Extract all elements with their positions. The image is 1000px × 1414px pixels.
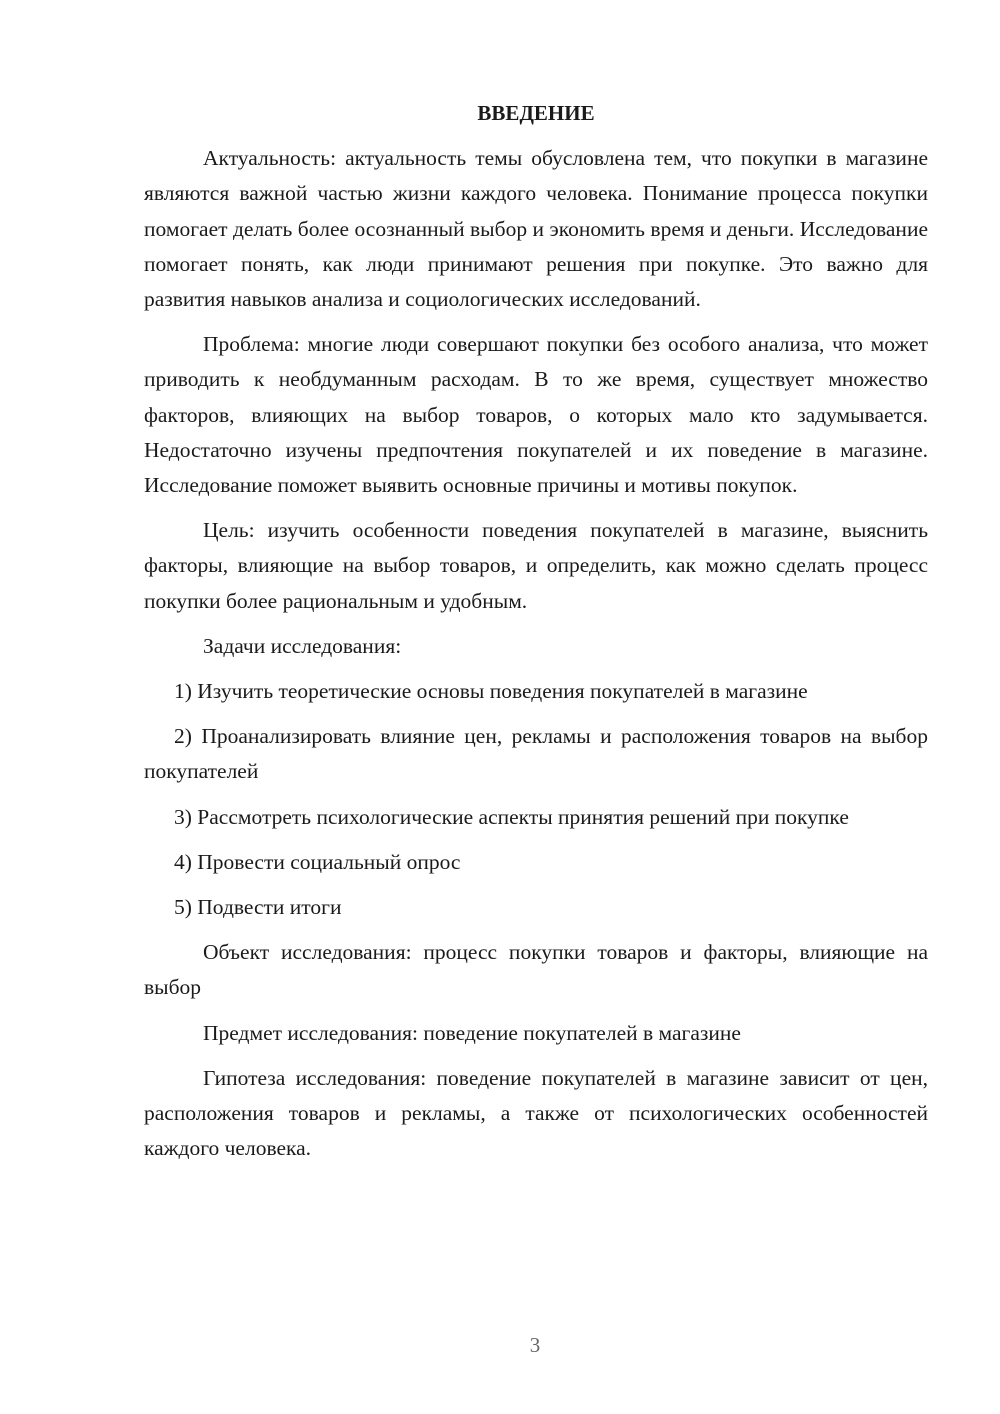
- section-title: ВВЕДЕНИЕ: [477, 101, 595, 125]
- paragraph-subject: Предмет исследования: поведение покупателей в магазине: [203, 1020, 741, 1045]
- body-text: [144, 141, 928, 1166]
- page-content: [144, 96, 928, 1176]
- paragraph-problem: Проблема: многие люди совершают покупки без особого анализа, что может приводить к необдуманным расходам. В то же время, существует множество факторов, влияющих на выбор товаров, о которых мало кто задумывается. Недостаточно изучены предпочтения покупателей и их поведение в магазине. Исследование поможет выявить основные причины и мотивы покупок.: [144, 332, 928, 498]
- paragraph-relevance: Актуальность: актуальность темы обусловлена тем, что покупки в магазине являются важной частью жизни каждого человека. Понимание процесса покупки помогает делать более осознанный выбор и экономить время и деньги. Исследование помогает понять, как люди принимают решения при покупке. Это важно для развития навыков анализа и социологических исследований.: [144, 146, 928, 312]
- task-item-5: 5) Подвести итоги: [174, 895, 342, 920]
- page-number: 3: [529, 1333, 541, 1357]
- task-item-1: 1) Изучить теоретические основы поведения покупателей в магазине: [174, 679, 808, 704]
- task-item-2: 2) Проанализировать влияние цен, рекламы и расположения товаров на выбор покупателей: [144, 724, 928, 784]
- paragraph-tasks-heading: Задачи исследования:: [203, 633, 402, 658]
- paragraph-hypothesis: Гипотеза исследования: поведение покупателей в магазине зависит от цен, расположения товаров и рекламы, а также от психологических особенностей каждого человека.: [144, 1065, 928, 1161]
- task-item-4: 4) Провести социальный опрос: [174, 849, 461, 874]
- paragraph-goal: Цель: изучить особенности поведения покупателей в магазине, выяснить факторы, влияющие на выбор товаров, и определить, как можно сделать процесс покупки более рациональным и удобным.: [144, 518, 928, 613]
- paragraph-object: Объект исследования: процесс покупки товаров и факторы, влияющие на выбор: [144, 940, 928, 1000]
- task-item-3: 3) Рассмотреть психологические аспекты принятия решений при покупке: [174, 804, 849, 829]
